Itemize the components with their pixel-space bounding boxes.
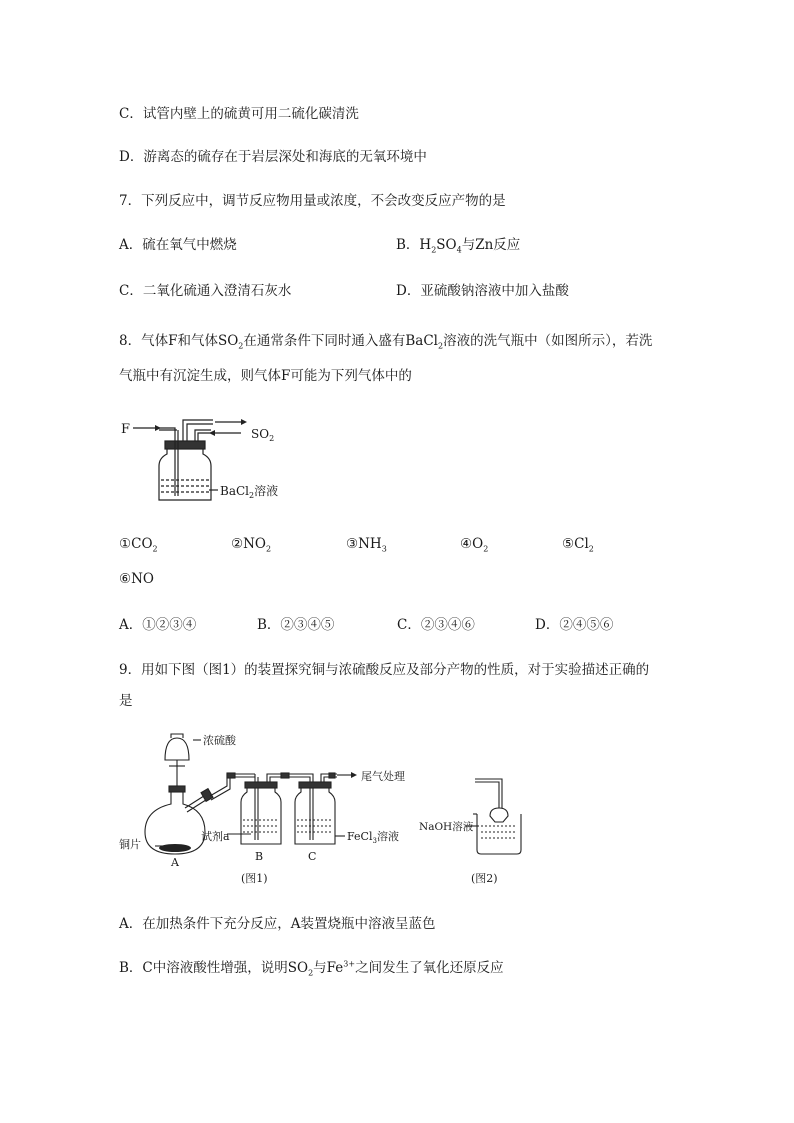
wash-bottle-figure — [115, 408, 285, 508]
q7-option-a: A．硫在氧气中燃烧 — [119, 237, 237, 253]
q8-option-d: D．②④⑤⑥ — [535, 617, 614, 633]
q8-option-b: B．②③④⑤ — [257, 617, 335, 633]
q7-option-d: D．亚硫酸钠溶液中加入盐酸 — [396, 283, 569, 299]
apparatus-c-label: C — [308, 850, 317, 863]
gas-1: $①CO_2$ — [119, 536, 158, 554]
reagent-a-label: 试剂a — [201, 830, 230, 843]
q8-option-a: A．①②③④ — [119, 617, 197, 633]
q7-option-b: B．$H_2SO_4$与Zn反应 — [396, 237, 521, 255]
so2-label: $SO_2$ — [251, 427, 275, 443]
fecl3-label: FeCl$_3$溶液 — [347, 830, 399, 845]
q8-stem-line2: 气瓶中有沉淀生成，则气体F可能为下列气体中的 — [119, 368, 412, 384]
q7-option-c: C．二氧化硫通入澄清石灰水 — [119, 283, 292, 299]
naoh-label: NaOH溶液 — [419, 821, 474, 833]
q8-stem-line1: 8．气体F和气体$SO_2$在通常条件下同时通入盛有BaCl$_2$溶液的洗气瓶中（如图所示），若洗 — [119, 333, 653, 351]
q6-option-d: D．游离态的硫存在于岩层深处和海底的无氧环境中 — [119, 149, 427, 165]
apparatus-a-label: A — [171, 856, 179, 869]
q9-stem-line1: 9．用如下图（图1）的装置探究铜与浓硫酸反应及部分产物的性质，对于实验描述正确的 — [119, 662, 650, 678]
q9-option-a: A．在加热条件下充分反应，A装置烧瓶中溶液呈蓝色 — [119, 916, 436, 932]
gas-5: $⑤Cl_2$ — [562, 536, 594, 554]
gas-6: ⑥NO — [119, 571, 154, 587]
q9-option-b: B．C中溶液酸性增强，说明$SO_2$与$Fe^{3+}$之间发生了氧化还原反应 — [119, 959, 504, 978]
figure-1-caption: (图1) — [241, 872, 268, 885]
q7-stem: 7．下列反应中，调节反应物用量或浓度，不会改变反应产物的是 — [119, 193, 506, 209]
gas-4: $④O_2$ — [460, 536, 489, 554]
q6-option-c: C．试管内壁上的硫黄可用二硫化碳清洗 — [119, 106, 359, 122]
gas-3: $③NH_3$ — [346, 536, 387, 554]
gas-f-label: F — [121, 422, 131, 437]
q8-option-c: C．②③④⑥ — [397, 617, 475, 633]
bacl2-label: BaCl$_2$溶液 — [220, 484, 279, 500]
concentrated-acid-label: 浓硫酸 — [203, 734, 236, 747]
q9-stem-line2: 是 — [119, 693, 133, 709]
gas-2: $②NO_2$ — [231, 536, 272, 554]
apparatus-b-label: B — [255, 850, 264, 863]
copper-label: 铜片 — [119, 838, 141, 851]
copper-acid-apparatus-figure — [115, 730, 535, 890]
tail-gas-label: 尾气处理 — [361, 770, 405, 783]
figure-2-caption: (图2) — [471, 872, 498, 885]
